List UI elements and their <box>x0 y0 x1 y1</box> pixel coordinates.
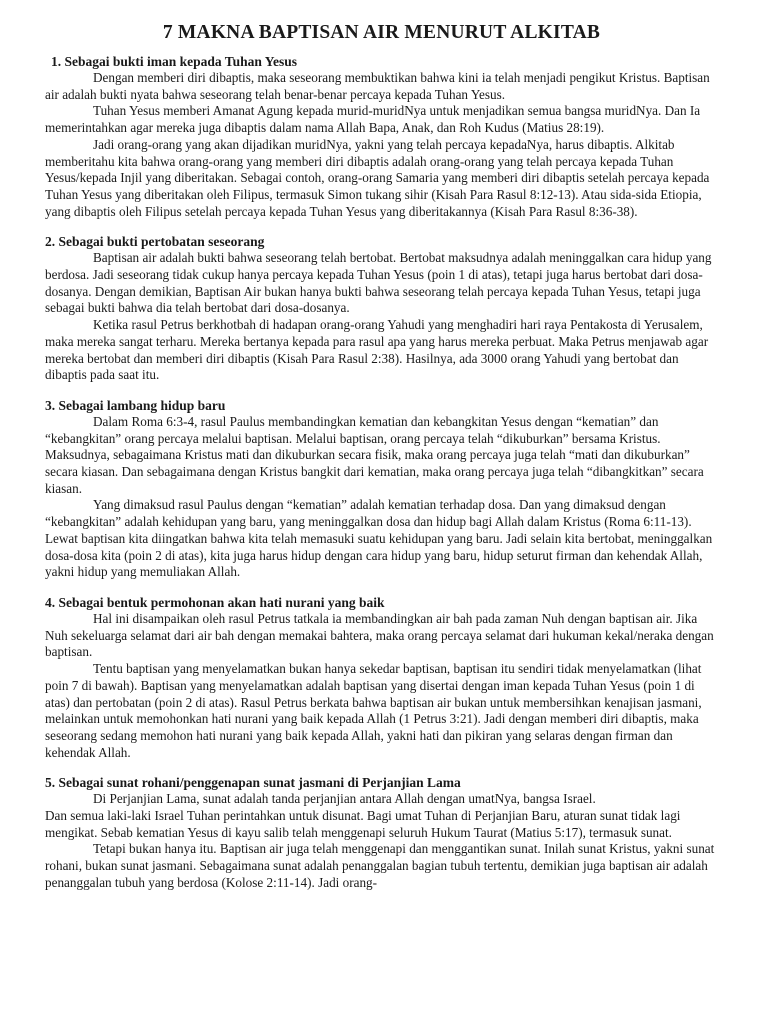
paragraph: Di Perjanjian Lama, sunat adalah tanda perjanjian antara Allah dengan umatNya, bangsa Israel. <box>93 791 596 807</box>
paragraph: Hal ini disampaikan oleh rasul Petrus tatkala ia membandingkan air bah pada zaman Nuh dengan baptisan air. Jika Nuh sekeluarga selamat dari air bah dengan memakai bahtera, maka orang percaya selamat dari hukuman kekal/neraka dengan baptisan. <box>45 610 714 660</box>
paragraph: Tentu baptisan yang menyelamatkan bukan hanya sekedar baptisan, baptisan itu sendiri tidak menyelamatkan (lihat poin 7 di bawah). Baptisan yang menyelamatkan adalah baptisan yang disertai dengan iman kepada Tuhan Yesus (poin 1 di atas) dan pertobatan (poin 2 di atas). Rasul Petrus berkata bahwa baptisan air bukan untuk membersihkan kenajisan jasmani, melainkan untuk memohonkan hati nurani yang baik kepada Allah (1 Petrus 3:21). Jadi dengan memberi diri dibaptis, maka seseorang sedang memohon hati nurani yang baik kepada Allah, yakni hati dan pikiran yang selaras dengan firman dan kehendak Allah. <box>45 661 702 760</box>
paragraph: Jadi orang-orang yang akan dijadikan muridNya, yakni yang telah percaya kepadaNya, harus dibaptis. Alkitab memberitahu kita bahwa orang-orang yang memberi diri dibaptis adalah orang-orang yang telah percaya kepada Tuhan Yesus/kepada Injil yang diberitakan. Sebagai contoh, orang-orang Samaria yang memberi diri dibaptis setelah percaya kepada Tuhan Yesus yang diberitakan oleh Filipus, termasuk Simon tukang sihir (Kisah Para Rasul 8:12-13). Atau sida-sida Etiopia, yang dibaptis oleh Filipus setelah percaya kepada Tuhan Yesus yang diberitakannya (Kisah Para Rasul 8:36-38). <box>45 136 710 219</box>
paragraph: Tetapi bukan hanya itu. Baptisan air juga telah menggenapi dan menggantikan sunat. Inilah sunat Kristus, yakni sunat rohani, bukan sunat jasmani. Sebagaimana sunat adalah penanggalan bagian tubuh tertentu, demikian juga baptisan air adalah penanggalan tubuh yang berdosa (Kolose 2:11-14). Jadi orang- <box>45 841 715 890</box>
section-2 <box>45 234 718 384</box>
document-title: 7 MAKNA BAPTISAN AIR MENURUT ALKITAB <box>162 22 601 43</box>
section-5 <box>45 775 718 891</box>
section-heading: 5. Sebagai sunat rohani/penggenapan sunat jasmani di Perjanjian Lama <box>45 775 461 791</box>
paragraph: Tuhan Yesus memberi Amanat Agung kepada murid-muridNya untuk menjadikan semua bangsa muridNya. Dan Ia memerintahkan agar mereka juga dibaptis dalam nama Allah Bapa, Anak, dan Roh Kudus (Matius 28:19). <box>45 103 701 136</box>
paragraph: Yang dimaksud rasul Paulus dengan “kematian” adalah kematian terhadap dosa. Dan yang dimaksud dengan “kebangkitan” adalah kehidupan yang baru, yang meninggalkan dosa dan hidup bagi Allah dalam Kristus (Roma 6:11-13). Lewat baptisan kita diingatkan bahwa kita telah memasuki suatu kehidupan yang baru. Jadi selain kita bertobat, meninggalkan dosa-dosa kita (poin 2 di atas), kita juga harus hidup dengan cara hidup yang baru, hidup seturut firman dan kehendak Allah, yakni hidup yang memuliakan Allah. <box>45 497 713 580</box>
paragraph: Dengan memberi diri dibaptis, maka seseorang membuktikan bahwa kini ia telah menjadi pengikut Kristus. Baptisan air adalah bukti nyata bahwa seseorang telah benar-benar percaya kepada Tuhan Yesus. <box>45 70 710 102</box>
paragraph: Ketika rasul Petrus berkhotbah di hadapan orang-orang Yahudi yang menghadiri hari raya Pentakosta di Yerusalem, maka mereka sangat terharu. Mereka bertanya kepada para rasul apa yang harus mereka perbuat. Maka Petrus menjawab agar mereka bertobat dan memberi diri dibaptis (Kisah Para Rasul 2:38). Hasilnya, ada 3000 orang Yahudi yang bertobat dan dibaptis pada saat itu. <box>45 317 709 383</box>
paragraph: Baptisan air adalah bukti bahwa seseorang telah bertobat. Bertobat maksudnya adalah meninggalkan cara hidup yang berdosa. Jadi seseorang tidak cukup hanya percaya kepada Tuhan Yesus (poin 1 di atas), tetapi juga harus bertobat dari dosa-dosanya. Dengan demikian, Baptisan Air bukan hanya bukti bahwa seseorang telah percaya kepada Tuhan Yesus, tetapi juga sebagai bukti bahwa dia telah bertobat dari dosa-dosanya. <box>45 250 712 316</box>
paragraph: Dalam Roma 6:3-4, rasul Paulus membandingkan kematian dan kebangkitan Yesus dengan “kematian” dan “kebangkitan” orang percaya melalui baptisan. Melalui baptisan, orang percaya telah “dikuburkan” bersama Kristus. Maksudnya, sebagaimana Kristus mati dan dikuburkan secara fisik, maka orang percaya juga telah “mati dan dikuburkan” secara kiasan. Dan sebagaimana dengan Kristus bangkit dari kematian, maka orang percaya juga telah “dibangkitkan” secara kiasan. <box>45 413 704 496</box>
section-heading: 4. Sebagai bentuk permohonan akan hati nurani yang baik <box>45 594 385 610</box>
section-4 <box>45 595 718 761</box>
section-heading: 3. Sebagai lambang hidup baru <box>45 397 226 413</box>
section-heading: 2. Sebagai bukti pertobatan seseorang <box>45 234 265 250</box>
section-3 <box>45 398 718 581</box>
section-heading: 1. Sebagai bukti iman kepada Tuhan Yesus <box>51 54 297 69</box>
paragraph: Dan semua laki-laki Israel Tuhan perintahkan untuk disunat. Bagi umat Tuhan di Perjanjian Baru, aturan sunat tidak lagi mengikat. Sebab kematian Yesus di kayu salib telah menggenapi seluruh Hukum Taurat (Matius 5:17), termasuk sunat. <box>45 808 681 840</box>
section-1 <box>45 54 718 220</box>
